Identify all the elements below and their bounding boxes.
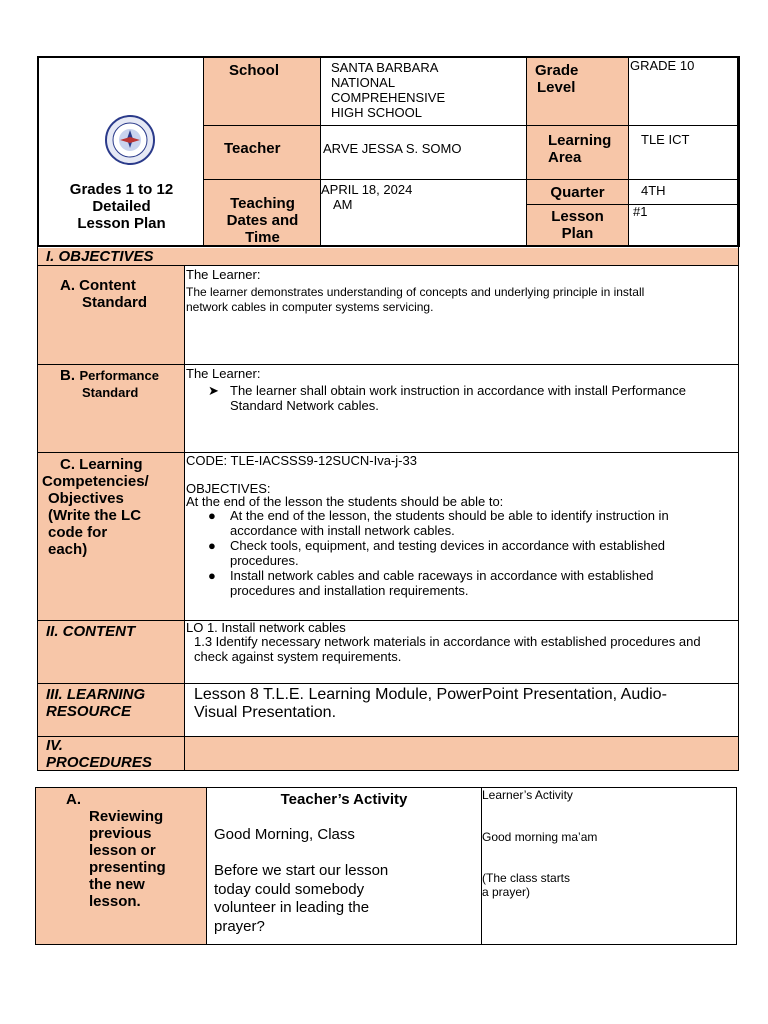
round-bullet-icon: ● bbox=[208, 508, 216, 523]
learning-area-label: Learning Area bbox=[548, 132, 612, 166]
objectives-intro: At the end of the lesson the students should be able to: bbox=[186, 494, 504, 509]
list-item: ● Install network cables and cable raceways in accordance with established procedures and installation requirements. bbox=[208, 568, 654, 598]
content-standard-text: The learner demonstrates understanding of concepts and underlying principle in install network cables in computer systems servicing. bbox=[186, 285, 645, 314]
learner-activity-heading: Learner’s Activity bbox=[482, 788, 573, 802]
content-lo: LO 1. Install network cables bbox=[186, 620, 346, 635]
content-sub: 1.3 Identify necessary network materials in accordance with established procedures and check against system requirements. bbox=[194, 634, 701, 664]
objectives-heading: I. OBJECTIVES bbox=[46, 248, 154, 265]
content-heading: II. CONTENT bbox=[46, 623, 136, 640]
round-bullet-icon: ● bbox=[208, 538, 216, 553]
deped-seal-logo bbox=[105, 115, 155, 165]
learning-resource-text: Lesson 8 T.L.E. Learning Module, PowerPoint Presentation, Audio- Visual Presentation. bbox=[194, 686, 667, 721]
learner-greeting: Good morning ma’am bbox=[482, 830, 598, 844]
list-item: ● At the end of the lesson, the students should be able to identify instruction in accordance with install network cables. bbox=[208, 508, 669, 538]
grade-level-label: Grade Level bbox=[535, 62, 579, 96]
objectives-subheading: OBJECTIVES: bbox=[186, 481, 271, 496]
activity-label: Reviewing previous lesson or presenting the new lesson. bbox=[89, 808, 166, 910]
performance-intro: The Learner: bbox=[186, 366, 261, 381]
lesson-plan-label: Lesson Plan bbox=[551, 208, 604, 242]
teaching-dates-value: APRIL 18, 2024 AM bbox=[321, 182, 413, 212]
performance-text: ➤ The learner shall obtain work instruction in accordance with install Performance Standard Network cables. bbox=[208, 383, 686, 413]
content-standard-intro: The Learner: bbox=[186, 267, 261, 282]
round-bullet-icon: ● bbox=[208, 568, 216, 583]
activity-label-letter: A. bbox=[66, 791, 81, 808]
grade-level-value: GRADE 10 bbox=[630, 58, 695, 73]
arrow-bullet-icon: ➤ bbox=[208, 383, 219, 398]
lesson-plan-value: #1 bbox=[633, 204, 648, 219]
learner-note: (The class starts a prayer) bbox=[482, 871, 571, 899]
procedures-heading: IV. PROCEDURES bbox=[46, 737, 152, 771]
school-value: SANTA BARBARA NATIONAL COMPREHENSIVE HIGH SCHOOL bbox=[331, 60, 446, 120]
list-item: ● Check tools, equipment, and testing devices in accordance with established procedures. bbox=[208, 538, 666, 568]
teacher-value: ARVE JESSA S. SOMO bbox=[323, 141, 462, 156]
teacher-prompt: Before we start our lesson today could somebody volunteer in leading the prayer? bbox=[214, 862, 389, 935]
teacher-activity-heading: Teacher’s Activity bbox=[280, 791, 408, 808]
competencies-label: C. Learning Competencies/ Objectives (Write the LC code for each) bbox=[42, 456, 149, 558]
quarter-value: 4TH bbox=[641, 183, 666, 198]
teacher-greeting: Good Morning, Class bbox=[214, 826, 355, 843]
procedures-row-bg bbox=[185, 736, 739, 771]
learning-area-value: TLE ICT bbox=[641, 132, 690, 147]
lc-code: CODE: TLE-IACSSS9-12SUCN-Iva-j-33 bbox=[186, 453, 417, 468]
teaching-dates-label: Teaching Dates and Time bbox=[226, 195, 299, 246]
school-label: School bbox=[229, 62, 280, 79]
lesson-plan-title: Grades 1 to 12 Detailed Lesson Plan bbox=[69, 181, 174, 232]
learning-resource-heading: III. LEARNING RESOURCE bbox=[46, 686, 146, 720]
teacher-label: Teacher bbox=[224, 140, 281, 157]
quarter-label: Quarter bbox=[550, 184, 605, 201]
objectives-list bbox=[186, 508, 731, 598]
content-standard-label: A. Content Standard bbox=[60, 277, 148, 311]
performance-standard-label: B. Performance Standard bbox=[60, 367, 159, 400]
